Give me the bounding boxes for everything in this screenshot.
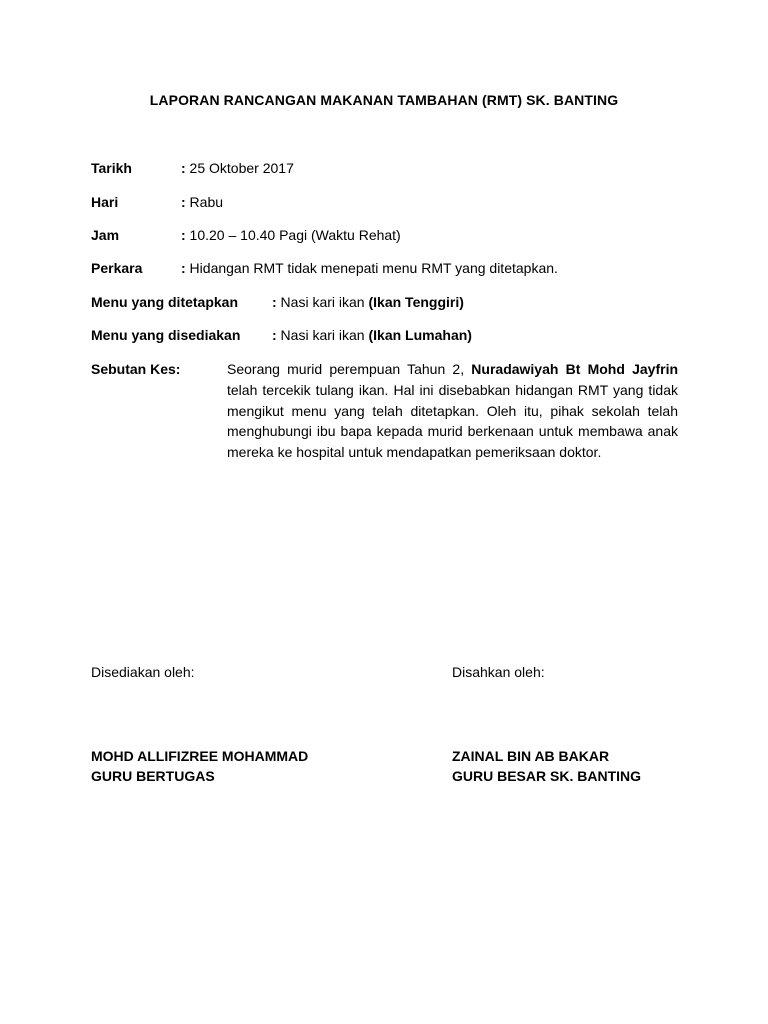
field-value: Nasi kari ikan — [276, 327, 369, 343]
field-value: Rabu — [185, 194, 224, 210]
field-label: Jam — [91, 227, 120, 243]
field-jam — [91, 225, 401, 245]
field-value: Nasi kari ikan — [276, 294, 369, 310]
student-name: Nuradawiyah Bt Mohd Jayfrin — [471, 361, 679, 377]
field-tarikh — [91, 158, 294, 178]
sebutan-kes-text — [227, 359, 678, 463]
prepared-by-name: MOHD ALLIFIZREE MOHAMMAD — [91, 748, 309, 764]
approved-by-name: ZAINAL BIN AB BAKAR — [452, 748, 610, 764]
prepared-by-position: GURU BERTUGAS — [91, 768, 215, 784]
field-label: Hari — [91, 194, 119, 210]
approved-by-label: Disahkan oleh: — [452, 664, 545, 680]
field-label: Menu yang disediakan — [91, 327, 241, 343]
kes-text-after: telah tercekik tulang ikan. Hal ini disebabkan hidangan RMT yang tidak mengikut menu yang telah ditetapkan. Oleh itu, pihak sekolah telah menghubungi ibu bapa kepada murid berkenaan untuk membawa anak mereka ke hospital untuk mendapatkan pemeriksaan doktor. — [227, 381, 678, 461]
field-colon: : — [181, 227, 186, 243]
field-menu-ditetapkan — [91, 292, 464, 312]
field-label: Tarikh — [91, 160, 132, 176]
field-value: 25 Oktober 2017 — [185, 160, 294, 176]
field-value-bold: (Ikan Lumahan) — [368, 327, 472, 343]
field-colon: : — [272, 294, 277, 310]
field-colon: : — [181, 260, 186, 276]
field-value: 10.20 – 10.40 Pagi (Waktu Rehat) — [185, 227, 401, 243]
kes-text-before: Seorang murid perempuan Tahun 2, — [227, 361, 472, 377]
field-colon: : — [272, 327, 277, 343]
field-value-bold: (Ikan Tenggiri) — [368, 294, 464, 310]
field-label: Menu yang ditetapkan — [91, 294, 239, 310]
field-perkara — [91, 258, 558, 278]
field-value: Hidangan RMT tidak menepati menu RMT yang ditetapkan. — [185, 260, 558, 276]
field-menu-disediakan — [91, 325, 472, 345]
sebutan-kes-label: Sebutan Kes: — [91, 361, 181, 377]
prepared-by-label: Disediakan oleh: — [91, 664, 195, 680]
report-title: LAPORAN RANCANGAN MAKANAN TAMBAHAN (RMT) SK. BANTING — [149, 92, 619, 108]
field-colon: : — [181, 194, 186, 210]
field-colon: : — [181, 160, 186, 176]
approved-by-position: GURU BESAR SK. BANTING — [452, 768, 642, 784]
field-label: Perkara — [91, 260, 143, 276]
field-hari — [91, 192, 223, 212]
